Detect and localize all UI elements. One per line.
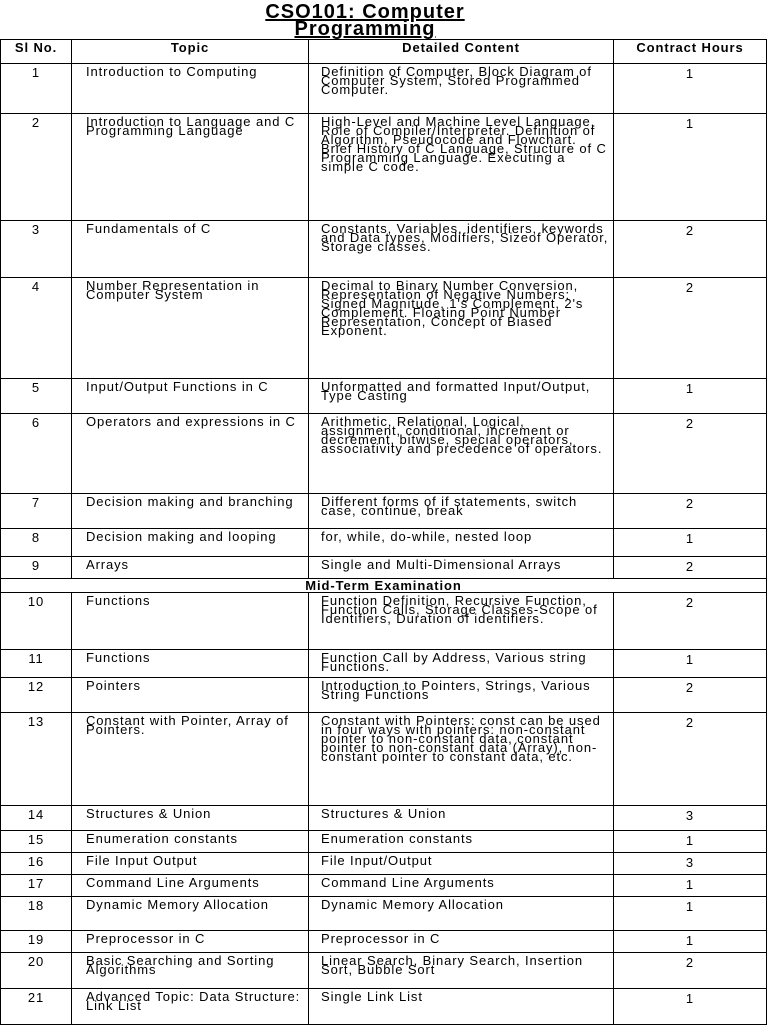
topic-cell: Introduction to Language and C Programming Language	[72, 114, 309, 221]
sl-cell: 19	[1, 931, 72, 953]
topic-cell: Dynamic Memory Allocation	[72, 897, 309, 931]
hours-cell: 1	[614, 650, 767, 678]
sl-cell: 2	[1, 114, 72, 221]
table-row	[1, 221, 767, 278]
topic-cell: Command Line Arguments	[72, 875, 309, 897]
table-row	[1, 678, 767, 713]
topic-cell: Basic Searching and Sorting Algorithms	[72, 953, 309, 989]
syllabus-table	[0, 39, 767, 1025]
sl-cell: 1	[1, 64, 72, 114]
sl-cell: 3	[1, 221, 72, 278]
table-row	[1, 557, 767, 579]
header-detailed-content: Detailed Content	[309, 40, 614, 64]
midterm-row	[1, 579, 767, 593]
sl-cell: 13	[1, 713, 72, 806]
content-cell: Preprocessor in C	[309, 931, 614, 953]
sl-cell: 18	[1, 897, 72, 931]
hours-cell: 1	[614, 875, 767, 897]
content-cell: Different forms of if statements, switch case, continue, break	[309, 494, 614, 529]
content-cell: Constant with Pointers: const can be used in four ways with pointers: non-constant pointer to non-constant data, constant pointer to non-constant data (Array), non-constant pointer to constant data, etc.	[309, 713, 614, 806]
hours-cell: 3	[614, 806, 767, 831]
document-title	[0, 1, 730, 40]
content-cell: Arithmetic, Relational, Logical, assignment, conditional, increment or decrement, bitwise, special operators, associativity and precedence of operators.	[309, 414, 614, 494]
content-cell: Function Definition, Recursive Function, Function Calls, Storage Classes-Scope of Identifiers, Duration of identifiers.	[309, 593, 614, 650]
hours-cell: 2	[614, 557, 767, 579]
hours-cell: 1	[614, 64, 767, 114]
sl-cell: 21	[1, 989, 72, 1025]
content-cell: Single and Multi-Dimensional Arrays	[309, 557, 614, 579]
content-cell: File Input/Output	[309, 853, 614, 875]
topic-cell: Arrays	[72, 557, 309, 579]
content-cell: Decimal to Binary Number Conversion, Representation of Negative Numbers: Signed Magnitude, 1's Complement, 2's Complement. Floating Point Number Representation, Concept of Biased Exponent.	[309, 278, 614, 379]
content-cell: Command Line Arguments	[309, 875, 614, 897]
table-row	[1, 494, 767, 529]
hours-cell: 1	[614, 529, 767, 557]
hours-cell: 2	[614, 678, 767, 713]
content-cell: Structures & Union	[309, 806, 614, 831]
table-row	[1, 64, 767, 114]
table-row	[1, 278, 767, 379]
content-cell: Function Call by Address, Various string Functions.	[309, 650, 614, 678]
sl-cell: 11	[1, 650, 72, 678]
hours-cell: 2	[614, 713, 767, 806]
sl-cell: 9	[1, 557, 72, 579]
content-cell: Dynamic Memory Allocation	[309, 897, 614, 931]
topic-cell: Number Representation in Computer System	[72, 278, 309, 379]
topic-cell: Decision making and branching	[72, 494, 309, 529]
title-line-1: CSO101: Computer	[265, 1, 465, 23]
sl-cell: 20	[1, 953, 72, 989]
topic-cell: Fundamentals of C	[72, 221, 309, 278]
topic-cell: Advanced Topic: Data Structure: Link List	[72, 989, 309, 1025]
table-row	[1, 931, 767, 953]
content-cell: Enumeration constants	[309, 831, 614, 853]
table-row	[1, 831, 767, 853]
table-row	[1, 853, 767, 875]
table-row	[1, 806, 767, 831]
header-topic: Topic	[72, 40, 309, 64]
content-cell: Introduction to Pointers, Strings, Various String Functions	[309, 678, 614, 713]
hours-cell: 2	[614, 221, 767, 278]
hours-cell: 2	[614, 278, 767, 379]
table-row	[1, 114, 767, 221]
hours-cell: 2	[614, 953, 767, 989]
hours-cell: 2	[614, 593, 767, 650]
header-sl-no: Sl No.	[1, 40, 72, 64]
hours-cell: 2	[614, 414, 767, 494]
sl-cell: 14	[1, 806, 72, 831]
topic-cell: Decision making and looping	[72, 529, 309, 557]
topic-cell: Preprocessor in C	[72, 931, 309, 953]
topic-cell: Input/Output Functions in C	[72, 379, 309, 414]
hours-cell: 1	[614, 379, 767, 414]
topic-cell: Operators and expressions in C	[72, 414, 309, 494]
hours-cell: 1	[614, 897, 767, 931]
sl-cell: 8	[1, 529, 72, 557]
sl-cell: 4	[1, 278, 72, 379]
sl-cell: 15	[1, 831, 72, 853]
topic-cell: File Input Output	[72, 853, 309, 875]
sl-cell: 12	[1, 678, 72, 713]
topic-cell: Enumeration constants	[72, 831, 309, 853]
sl-cell: 17	[1, 875, 72, 897]
table-row	[1, 379, 767, 414]
table-row	[1, 529, 767, 557]
hours-cell: 3	[614, 853, 767, 875]
topic-cell: Structures & Union	[72, 806, 309, 831]
content-cell: High-Level and Machine Level Language, Role of Compiler/Interpreter. Definition of Algorithm, Pseudocode and Flowchart. Brief History of C Language, Structure of C Programming Language. Executing a simple C code.	[309, 114, 614, 221]
topic-cell: Functions	[72, 650, 309, 678]
table-body	[1, 64, 767, 1025]
sl-cell: 7	[1, 494, 72, 529]
topic-cell: Functions	[72, 593, 309, 650]
content-cell: Constants, Variables, identifiers, keywords and Data types, Modifiers, Sizeof Operator, Storage classes.	[309, 221, 614, 278]
hours-cell: 1	[614, 931, 767, 953]
table-header-row	[1, 40, 767, 64]
topic-cell: Introduction to Computing	[72, 64, 309, 114]
content-cell: Linear Search, Binary Search, Insertion Sort, Bubble Sort	[309, 953, 614, 989]
table-row	[1, 593, 767, 650]
content-cell: Unformatted and formatted Input/Output, Type Casting	[309, 379, 614, 414]
sl-cell: 5	[1, 379, 72, 414]
table-row	[1, 713, 767, 806]
hours-cell: 1	[614, 989, 767, 1025]
hours-cell: 1	[614, 831, 767, 853]
content-cell: for, while, do-while, nested loop	[309, 529, 614, 557]
table-row	[1, 414, 767, 494]
table-row	[1, 989, 767, 1025]
topic-cell: Constant with Pointer, Array of Pointers.	[72, 713, 309, 806]
header-contract-hours: Contract Hours	[614, 40, 767, 64]
table-row	[1, 650, 767, 678]
sl-cell: 10	[1, 593, 72, 650]
topic-cell: Pointers	[72, 678, 309, 713]
content-cell: Single Link List	[309, 989, 614, 1025]
table-row	[1, 875, 767, 897]
sl-cell: 6	[1, 414, 72, 494]
table-row	[1, 953, 767, 989]
hours-cell: 2	[614, 494, 767, 529]
sl-cell: 16	[1, 853, 72, 875]
midterm-label: Mid-Term Examination	[1, 579, 767, 593]
content-cell: Definition of Computer, Block Diagram of Computer System, Stored Programmed Computer.	[309, 64, 614, 114]
title-line-2: Programming	[294, 18, 436, 40]
hours-cell: 1	[614, 114, 767, 221]
table-row	[1, 897, 767, 931]
